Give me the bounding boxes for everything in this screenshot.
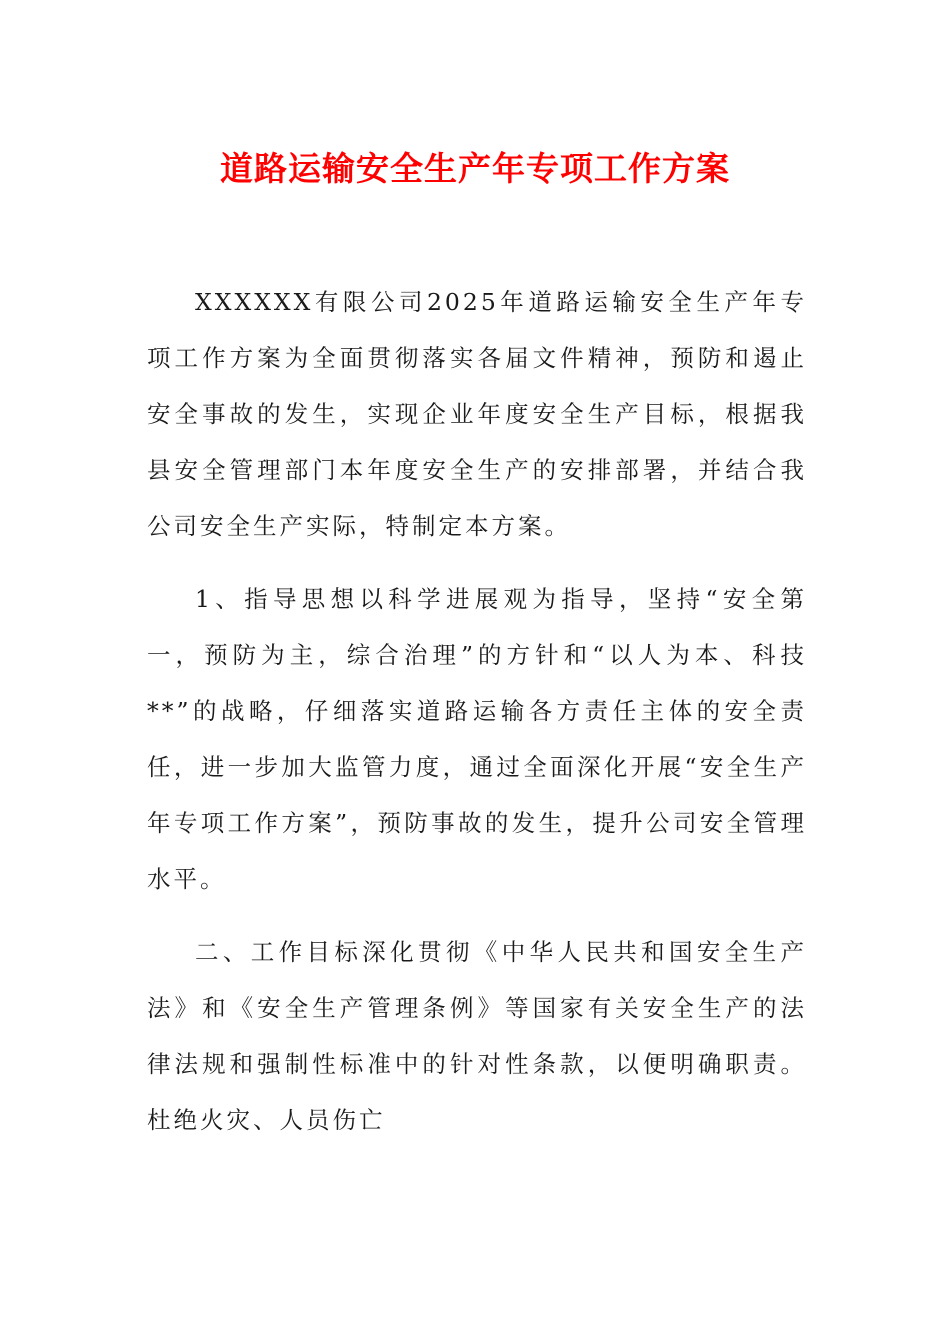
paragraph-guiding-ideology: 1、指导思想以科学进展观为指导，坚持“安全第一，预防为主，综合治理”的方针和“以人为本、科技**”的战略，仔细落实道路运输各方责任主体的安全责任，进一步加大监管力度，通过全面深化开展“安全生产年专项工作方案”，预防事故的发生，提升公司安全管理水平。 [147,585,807,893]
paragraph-intro: XXXXXX有限公司2025年道路运输安全生产年专项工作方案为全面贯彻落实各届文件精神，预防和遏止安全事故的发生，实现企业年度安全生产目标，根据我县安全管理部门本年度安全生产的安排部署，并结合我公司安全生产实际，特制定本方案。 [147,288,807,540]
paragraph-work-goals: 二、工作目标深化贯彻《中华人民共和国安全生产法》和《安全生产管理条例》等国家有关安全生产的法律法规和强制性标准中的针对性条款，以便明确职责。杜绝火灾、人员伤亡 [147,938,807,1134]
document-body [147,274,807,1165]
document-title: 道路运输安全生产年专项工作方案 [220,149,730,188]
